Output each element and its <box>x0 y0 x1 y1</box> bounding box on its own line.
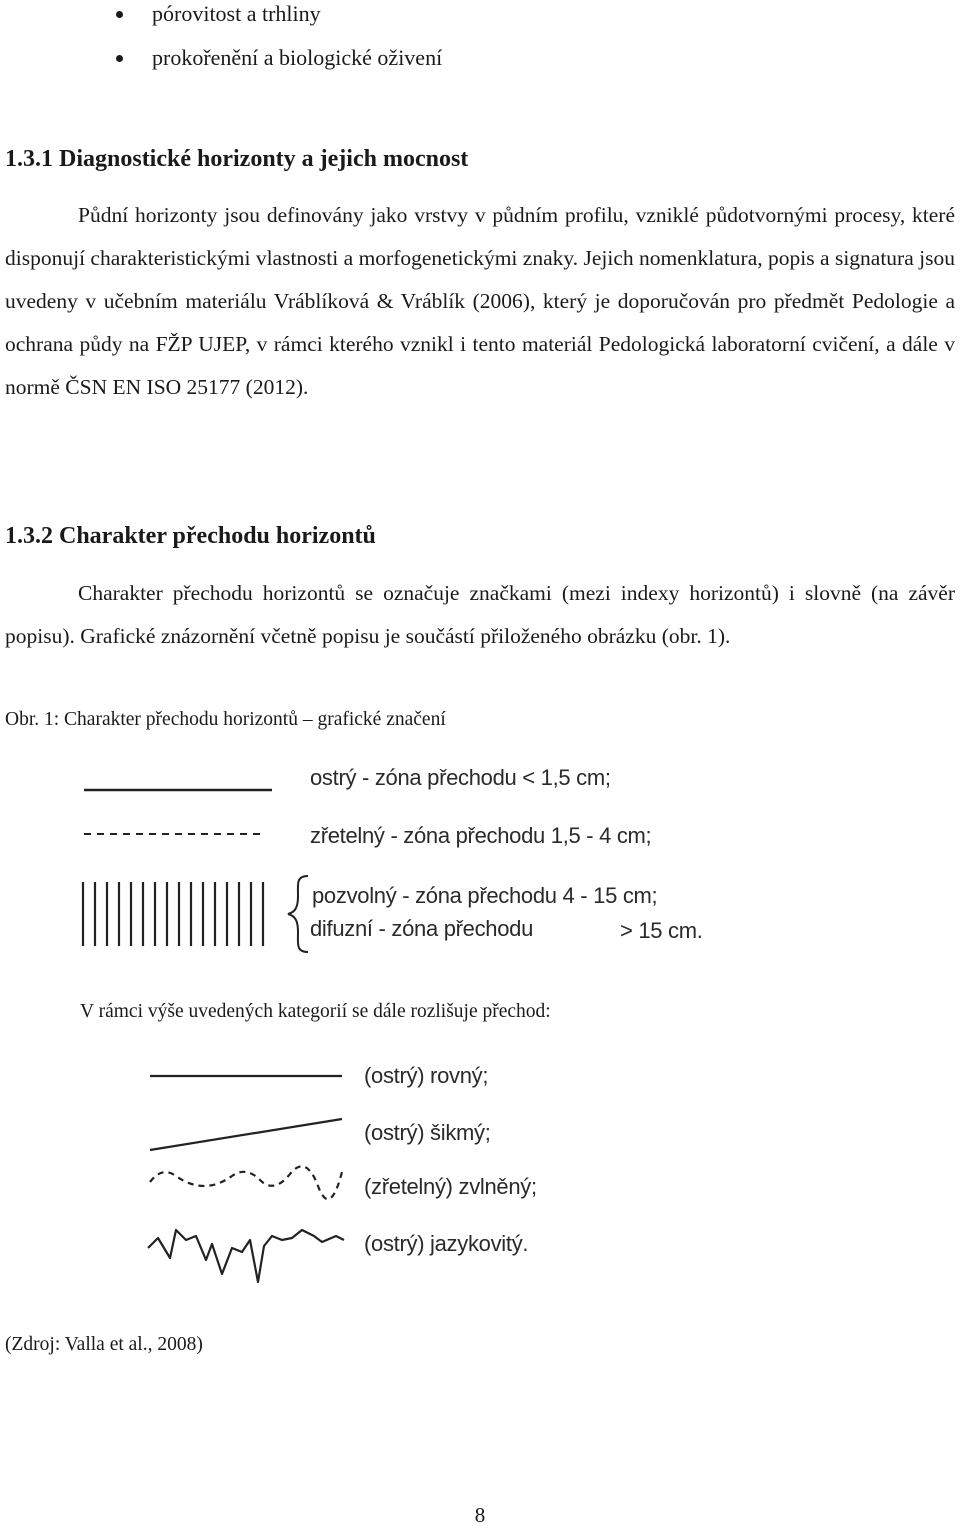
list-item-text: pórovitost a trhliny <box>152 1 321 26</box>
figure-caption: Obr. 1: Charakter přechodu horizontů – grafické značení <box>5 709 446 730</box>
page-number: 8 <box>474 1503 486 1527</box>
list-item-text: prokořenění a biologické oživení <box>152 45 443 70</box>
label-sharp: ostrý - zóna přechodu < 1,5 cm; <box>310 765 611 790</box>
figure-source: (Zdroj: Valla et al., 2008) <box>5 1334 203 1355</box>
label-diffuse: difuzní - zóna přechodu <box>310 916 534 941</box>
label-tongued: (ostrý) jazykovitý. <box>364 1231 529 1256</box>
section-heading: 1.3.1 Diagnostické horizonty a jejich mocnost <box>5 146 469 172</box>
paragraph-text: Půdní horizonty jsou definovány jako vrstvy v půdním profilu, vzniklé půdotvornými procesy, které disponují charakteristickými vlastnosti a morfogenetickými znaky. Jejich nomenklatura, popis a signatura jsou uvedeny v učebním materiálu Vráblíková & Vráblík (2006), který je doporučován pro předmět Pedologie a ochrana půdy na FŽP UJEP, v rámci kterého vznikl i tento materiál Pedologická laboratorní cvičení, a dále v normě ČSN EN ISO 25177 (2012). <box>5 203 955 399</box>
label-smooth: (ostrý) rovný; <box>364 1063 489 1088</box>
label-clear: zřetelný - zóna přechodu 1,5 - 4 cm; <box>310 823 652 848</box>
label-wavy: (zřetelný) zvlněný; <box>364 1174 537 1199</box>
label-inclined: (ostrý) šikmý; <box>364 1120 491 1145</box>
label-diffuse-value: > 15 cm. <box>620 918 703 943</box>
figure-subcaption: V rámci výše uvedených kategorií se dále rozlišuje přechod: <box>80 1001 551 1022</box>
section-heading: 1.3.2 Charakter přechodu horizontů <box>5 523 376 549</box>
paragraph-text: Charakter přechodu horizontů se označuje značkami (mezi indexy horizontů) i slovně (na závěr popisu). Grafické znázornění včetně popisu je součástí přiloženého obrázku (obr. 1). <box>5 581 955 648</box>
label-gradual: pozvolný - zóna přechodu 4 - 15 cm; <box>312 883 658 908</box>
